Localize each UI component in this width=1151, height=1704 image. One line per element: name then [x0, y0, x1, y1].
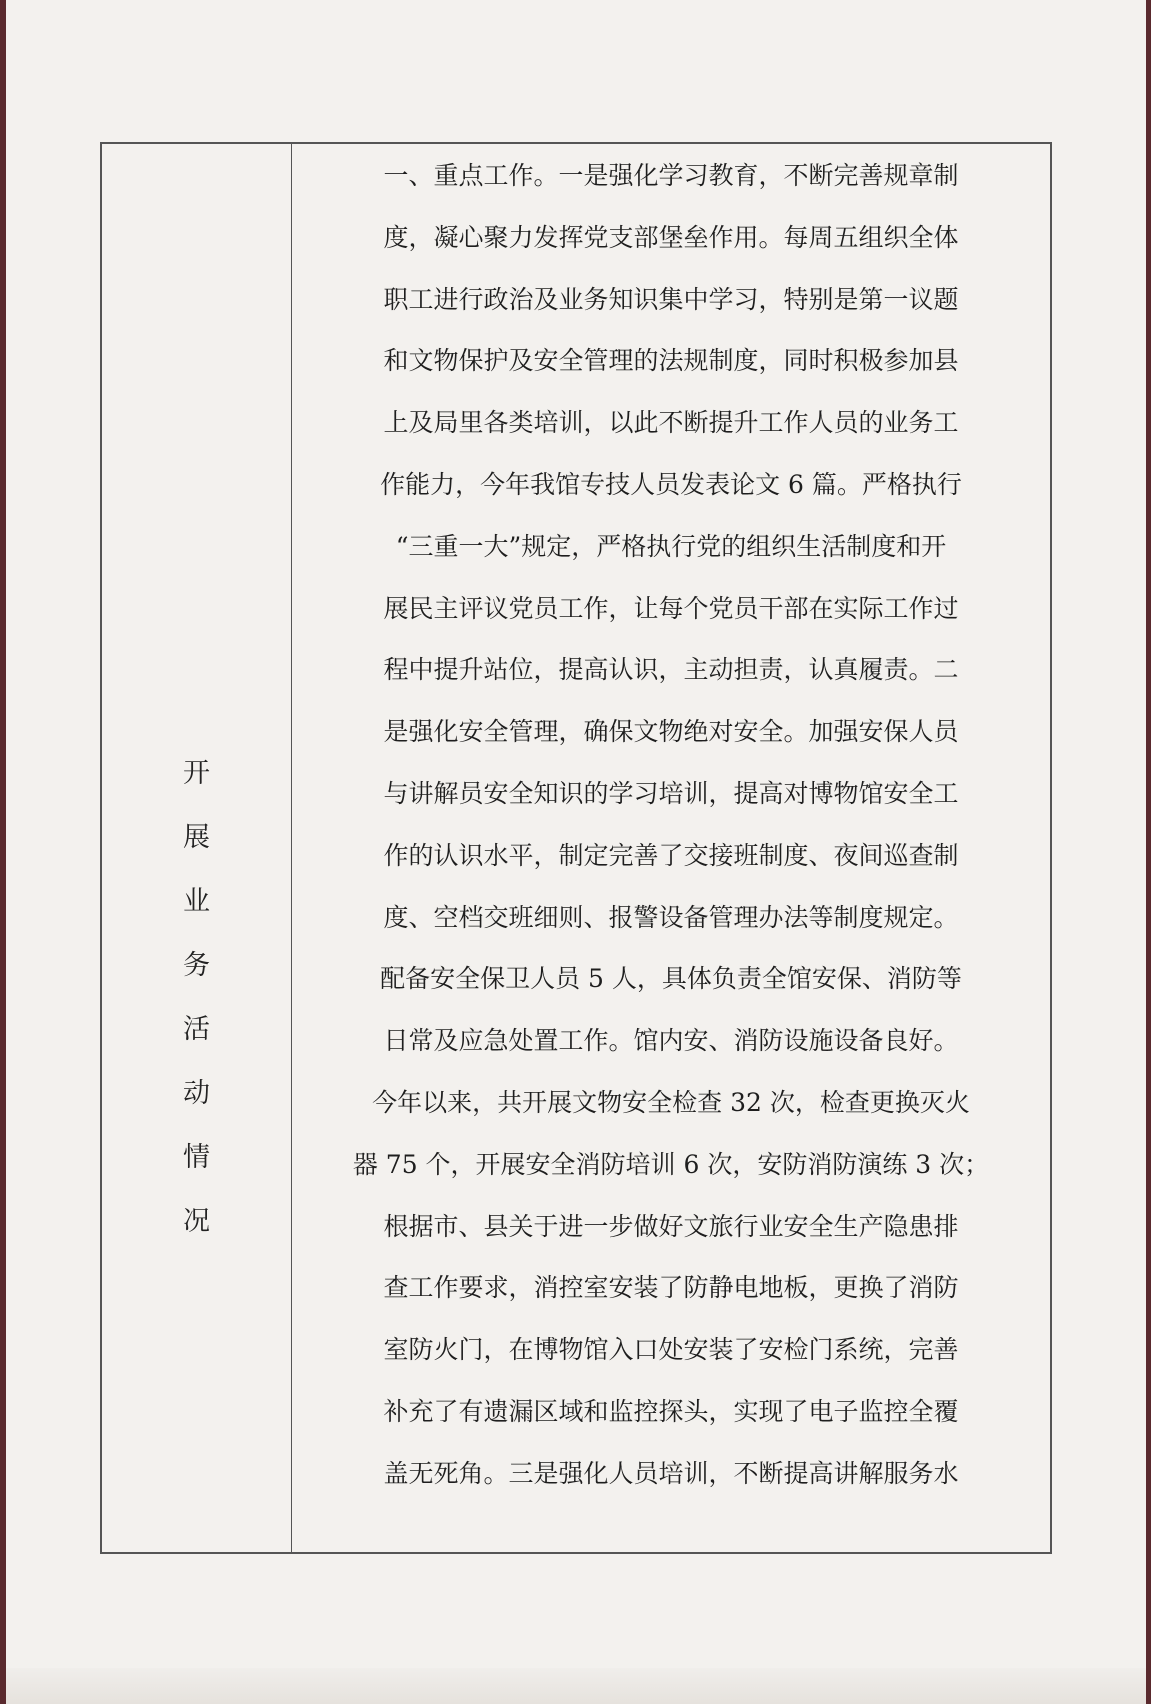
section-label: 开 展 业 务 活 动 情 况 — [183, 758, 210, 1237]
body-text-line: 查工作要求，消控室安装了防静电地板，更换了消防 — [383, 1273, 959, 1303]
body-text-line: 盖无死角。三是强化人员培训，不断提高讲解服务水 — [383, 1458, 959, 1488]
body-text-line: 日常及应急处置工作。馆内安、消防设施设备良好。 — [383, 1026, 959, 1056]
body-text-line: 根据市、县关于进一步做好文旅行业安全生产隐患排 — [383, 1211, 959, 1241]
body-text-line: 补充了有遗漏区域和监控探头，实现了电子监控全覆 — [383, 1397, 959, 1426]
form-table — [100, 142, 1052, 1554]
content-cell — [292, 144, 1050, 1552]
body-text-line: 配备安全保卫人员 5 人，具体负责全馆安保、消防等 — [380, 964, 962, 994]
body-text-line: 和文物保护及安全管理的法规制度，同时积极参加县 — [383, 346, 959, 376]
body-text-line: 作的认识水平，制定完善了交接班制度、夜间巡查制 — [383, 840, 959, 870]
body-text-line: 是强化安全管理，确保文物绝对安全。加强安保人员 — [383, 717, 959, 747]
body-text-line: 展民主评议党员工作，让每个党员干部在实际工作过 — [383, 593, 959, 623]
document-page — [6, 0, 1146, 1704]
body-text-line: 上及局里各类培训，以此不断提升工作人员的业务工 — [383, 408, 959, 438]
label-cell — [102, 144, 292, 1552]
body-text-line: 室防火门，在博物馆入口处安装了安检门系统，完善 — [383, 1335, 959, 1365]
body-text-line: 程中提升站位，提高认识，主动担责，认真履责。二 — [383, 655, 959, 685]
body-text-line: 作能力，今年我馆专技人员发表论文 6 篇。严格执行 — [380, 470, 962, 499]
body-text-line: 度，凝心聚力发挥党支部堡垒作用。每周五组织全体 — [383, 222, 959, 252]
body-text-line: “三重一大”规定，严格执行党的组织生活制度和开 — [395, 531, 947, 561]
body-text-line: 今年以来，共开展文物安全检查 32 次，检查更换灭火 — [372, 1088, 970, 1117]
body-text-line: 器 75 个，开展安全消防培训 6 次，安防消防演练 3 次； — [352, 1149, 990, 1179]
body-text-line: 与讲解员安全知识的学习培训，提高对博物馆安全工 — [383, 779, 959, 808]
body-text-line: 职工进行政治及业务知识集中学习，特别是第一议题 — [383, 284, 959, 314]
body-text-line: 一、重点工作。一是强化学习教育，不断完善规章制 — [383, 161, 959, 190]
body-text-line: 度、空档交班细则、报警设备管理办法等制度规定。 — [383, 902, 959, 932]
